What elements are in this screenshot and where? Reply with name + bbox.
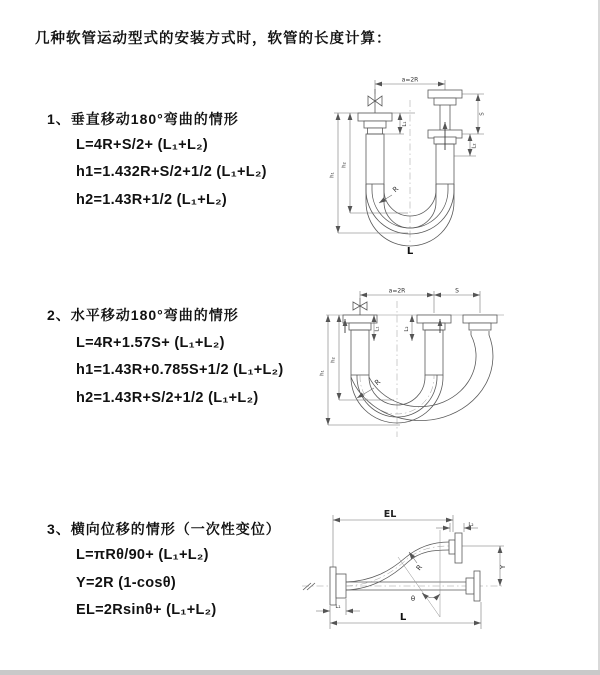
dim-l1 <box>316 599 360 615</box>
braided-hose-left-leg <box>366 134 384 184</box>
dim-label-y: Y <box>499 564 507 570</box>
dim-label-theta: θ <box>410 595 416 603</box>
dim-label-l1: L₁ <box>335 604 341 610</box>
diagram-lateral-displacement <box>300 505 600 655</box>
hose-curves-shifted <box>351 331 493 421</box>
dim-label-l2: L₂ <box>404 326 410 332</box>
radius-callout <box>379 185 400 203</box>
centerline-break-mark <box>303 583 315 590</box>
section-3-formula-L: L=πRθ/90+ (L₁+L₂) <box>76 547 209 563</box>
section-1-formula-L: L=4R+S/2+ (L₁+L₂) <box>76 137 208 153</box>
dim-label-r: R <box>414 563 425 573</box>
dim-label-h2: h₂ <box>330 357 337 363</box>
diagram-horizontal-movement <box>312 285 598 460</box>
left-flange <box>343 315 377 330</box>
dim-label-r: R <box>373 377 383 388</box>
dim-label-s: S <box>479 112 486 116</box>
left-flange <box>358 113 392 134</box>
radius-callout <box>409 552 424 572</box>
dim-label-l-total: L <box>406 246 414 257</box>
middle-flange <box>417 315 451 330</box>
dim-l-total <box>330 602 481 629</box>
dim-label-r: R <box>391 184 401 195</box>
right-flange-original <box>466 571 480 601</box>
dim-l2 <box>404 315 412 341</box>
dim-l2 <box>436 522 478 532</box>
dim-label-l: L <box>399 612 407 623</box>
section-1-heading: 1、垂直移动180°弯曲的情形 <box>47 111 239 127</box>
dim-label-l2: L₂ <box>468 522 474 528</box>
valve-icon <box>353 298 367 315</box>
section-2-heading: 2、水平移动180°弯曲的情形 <box>47 307 239 323</box>
dim-h1 <box>320 315 401 425</box>
right-flange-upper <box>428 90 462 105</box>
dim-s <box>434 288 480 296</box>
dim-label-h2: h₂ <box>341 162 348 168</box>
section-1-formula-h1: h1=1.432R+S/2+1/2 (L₁+L₂) <box>76 164 267 180</box>
section-3-heading: 3、横向位移的情形（一次性变位） <box>47 521 281 537</box>
section-2-formula-h2: h2=1.43R+S/2+1/2 (L₁+L₂) <box>76 390 259 406</box>
section-2-formula-L: L=4R+1.57S+ (L₁+L₂) <box>76 335 225 351</box>
curved-hose-displaced <box>346 542 449 590</box>
right-flange-shifted <box>463 315 497 330</box>
section-3-formula-EL: EL=2Rsinθ+ (L₁+L₂) <box>76 602 217 618</box>
dim-label-l1: L₁ <box>402 121 408 127</box>
angle-construction <box>398 530 440 617</box>
braided-hose-middle-leg <box>425 330 443 375</box>
dim-label-a2r: a=2R <box>388 287 406 295</box>
dim-label-a2r: a=2R <box>401 76 419 84</box>
dim-s <box>462 94 486 134</box>
dim-label-h1: h₁ <box>329 172 336 178</box>
dim-label-l1: L₁ <box>374 326 381 332</box>
dim-a2r <box>360 288 480 314</box>
section-1-formula-h2: h2=1.43R+1/2 (L₁+L₂) <box>76 192 228 208</box>
section-2-formula-h1: h1=1.43R+0.785S+1/2 (L₁+L₂) <box>76 362 284 378</box>
diagram-vertical-movement <box>310 72 600 257</box>
dim-label-s: S <box>455 287 459 295</box>
left-flange <box>330 567 346 605</box>
dim-el <box>333 509 453 567</box>
page-title: 几种软管运动型式的安装方式时，软管的长度计算： <box>35 31 392 47</box>
flange-displaced <box>449 533 462 563</box>
section-3-formula-Y: Y=2R (1-cosθ) <box>76 575 176 591</box>
dim-label-el: EL <box>383 509 397 520</box>
dim-label-l2: L₂ <box>471 143 478 149</box>
braided-hose-left-leg <box>351 330 369 375</box>
valve-icon <box>368 89 382 113</box>
dim-label-h1: h₁ <box>319 370 326 376</box>
scan-edge <box>0 670 600 675</box>
